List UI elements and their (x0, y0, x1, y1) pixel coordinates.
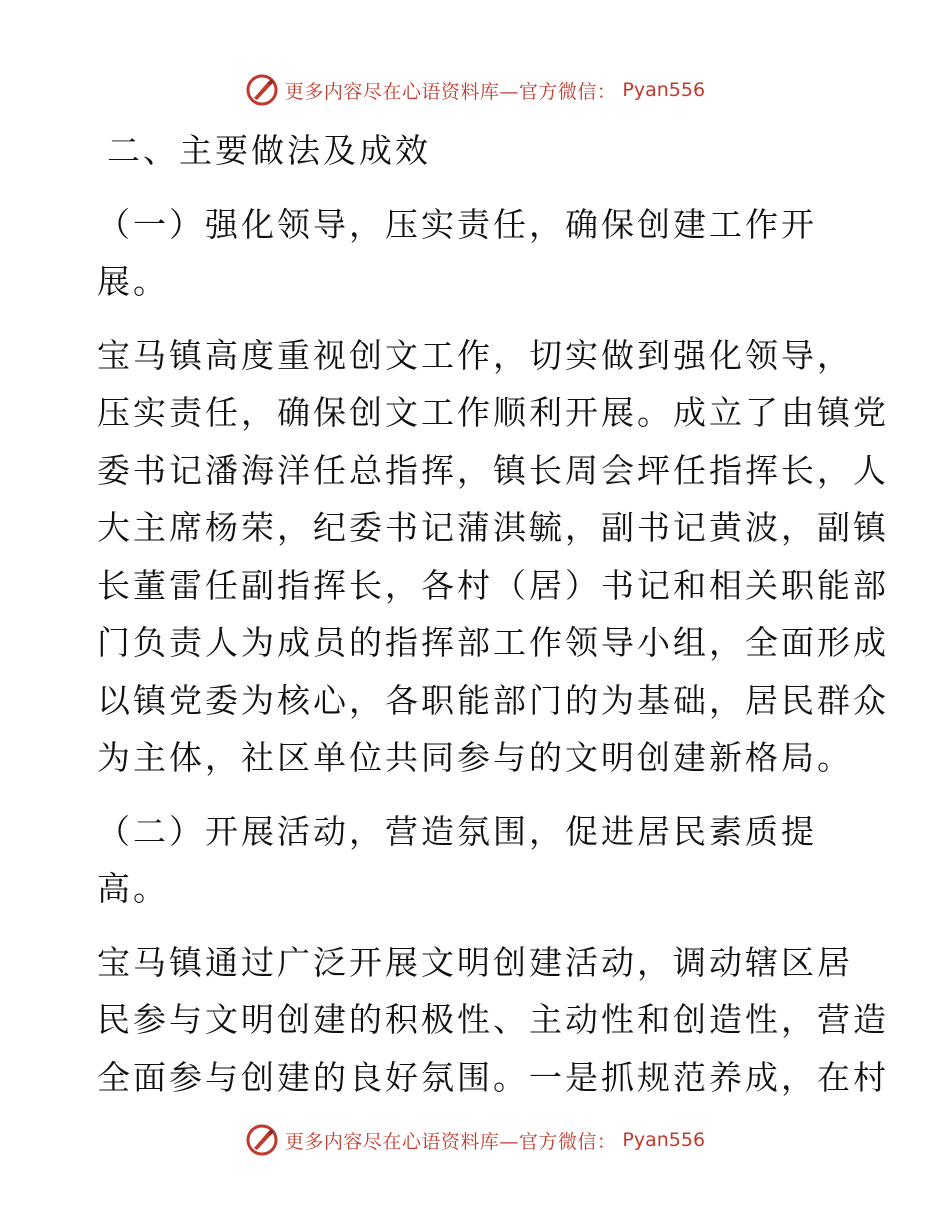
document-body (97, 122, 889, 1106)
footer-watermark (0, 1122, 950, 1158)
paragraph-2-line: 宝马镇通过广泛开展文明创建活动，调动辖区居 (97, 942, 853, 982)
subheading-1 (97, 196, 857, 311)
watermark-wechat-id: Pyan556 (622, 79, 706, 101)
subheading-2-line: 高。 (97, 869, 169, 908)
watermark-wechat-id: Pyan556 (622, 1129, 706, 1151)
paragraph-1 (97, 327, 889, 787)
paragraph-1-line: 为主体，社区单位共同参与的文明创建新格局。 (97, 738, 853, 777)
subheading-2 (97, 803, 857, 918)
section-heading: 二、主要做法及成效 (107, 131, 431, 170)
paragraph-1-line: 门负责人为成员的指挥部工作领导小组，全面形成 (97, 623, 889, 662)
pen-logo-icon (245, 1123, 279, 1157)
watermark-text: 更多内容尽在心语资料库—官方微信： (284, 80, 617, 103)
subheading-1-line: 展。 (97, 262, 169, 301)
subheading-1-line: （一）强化领导，压实责任，确保创建工作开 (97, 204, 817, 244)
paragraph-1-line: 以镇党委为核心，各职能部门的为基础，居民群众 (97, 680, 889, 720)
paragraph-2-line: 全面参与创建的良好氛围。一是抓规范养成，在村 (97, 1057, 889, 1097)
paragraph-2 (97, 934, 889, 1107)
pen-logo-icon (245, 73, 279, 107)
paragraph-1-line: 压实责任，确保创文工作顺利开展。成立了由镇党 (97, 393, 889, 432)
paragraph-1-line: 委书记潘海洋任总指挥，镇长周会坪任指挥长，人 (97, 450, 889, 490)
watermark-text: 更多内容尽在心语资料库—官方微信： (284, 1130, 617, 1153)
header-watermark (0, 72, 950, 108)
paragraph-1-line: 大主席杨荣，纪委书记蒲淇毓，副书记黄波，副镇 (97, 508, 889, 547)
paragraph-2-line: 民参与文明创建的积极性、主动性和创造性，营造 (97, 1000, 889, 1039)
paragraph-1-line: 宝马镇高度重视创文工作，切实做到强化领导， (97, 335, 853, 375)
subheading-2-line: （二）开展活动，营造氛围，促进居民素质提 (97, 811, 817, 851)
paragraph-1-line: 长董雷任副指挥长，各村（居）书记和相关职能部 (97, 565, 889, 605)
